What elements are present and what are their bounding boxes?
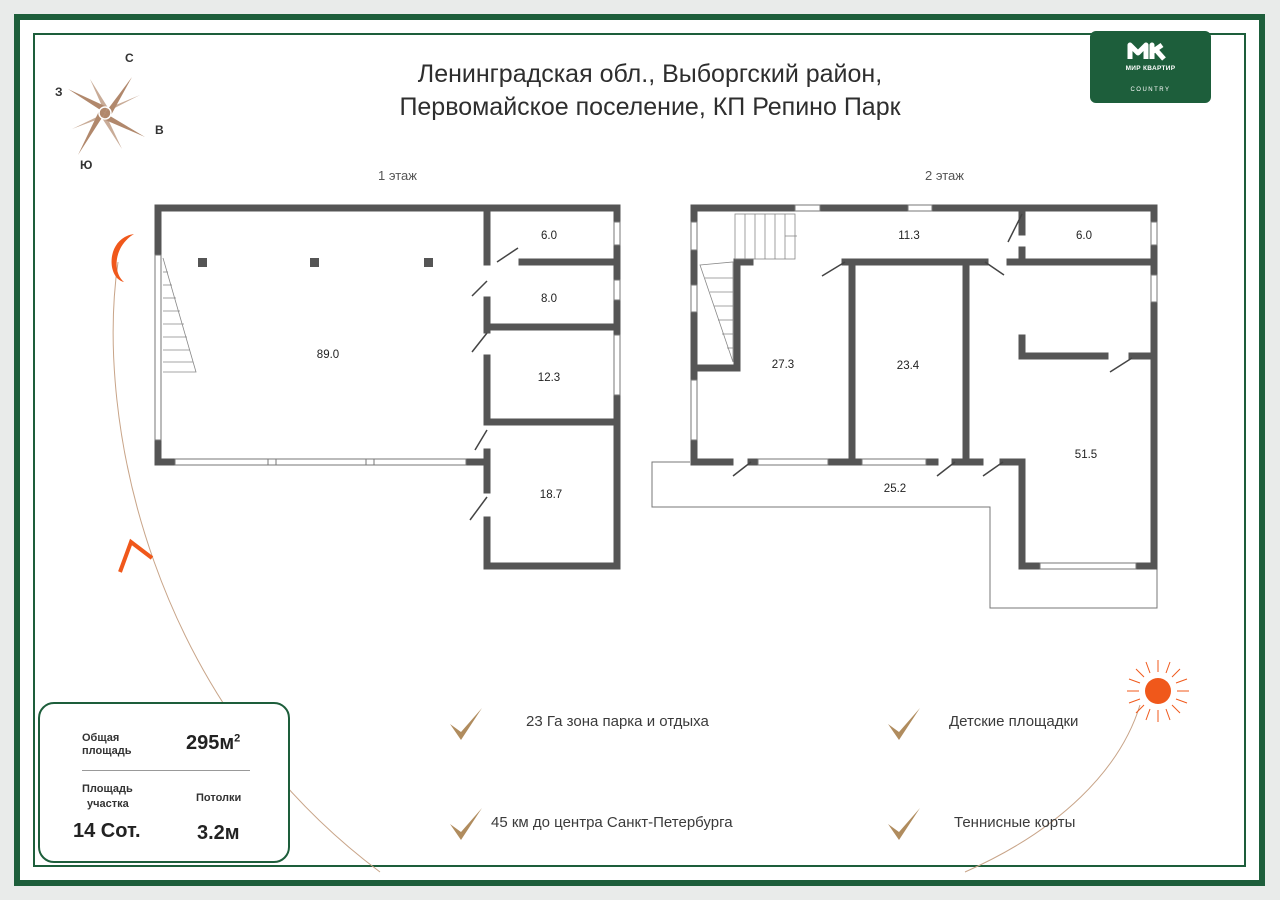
compass-north: С (125, 51, 134, 65)
plot-area-label-1: Площадь (82, 783, 133, 795)
checkmark-icon (448, 706, 484, 744)
room-area: 27.3 (771, 359, 795, 371)
stats-divider (82, 770, 250, 771)
ceiling-label: Потолки (196, 792, 242, 804)
floor-2-label: 2 этаж (925, 168, 964, 183)
checkmark-icon (448, 806, 484, 844)
logo-brand-text: МИР КВАРТИР (1125, 65, 1176, 72)
room-area: 6.0 (1076, 230, 1092, 242)
total-area-label-2: площадь (82, 745, 132, 757)
room-area: 18.7 (539, 489, 563, 501)
address-line-1: Ленинградская обл., Выборгский район, (417, 60, 883, 88)
plot-area-value: 14 Сот. (73, 820, 141, 842)
feature-item: 23 Га зона парка и отдыха (526, 713, 709, 730)
checkmark-icon (886, 706, 922, 744)
room-area: 89.0 (316, 349, 340, 361)
feature-item: 45 км до центра Санкт-Петербурга (491, 814, 733, 831)
room-area: 51.5 (1074, 449, 1098, 461)
ceiling-value: 3.2м (197, 822, 240, 844)
compass-east: В (155, 123, 164, 137)
floor-1-label: 1 этаж (378, 168, 417, 183)
floor-2-plan (652, 205, 1157, 608)
address-line-2: Первомайское поселение, КП Репино Парк (399, 93, 901, 121)
plot-area-label-2: участка (87, 798, 129, 810)
total-area-value (186, 732, 240, 755)
feature-item: Теннисные корты (954, 814, 1076, 831)
room-area: 12.3 (537, 372, 561, 384)
room-area: 8.0 (541, 293, 557, 305)
room-area: 11.3 (898, 230, 920, 242)
stats-card (38, 702, 290, 863)
total-area-unit: 2 (234, 732, 241, 745)
compass-west: З (55, 85, 63, 99)
room-area: 23.4 (896, 360, 920, 372)
logo-sub-text: COUNTRY (1130, 87, 1171, 93)
compass-south: Ю (80, 158, 93, 172)
room-area: 25.2 (883, 483, 907, 495)
total-area-label-1: Общая (82, 732, 120, 744)
total-area-number: 295м (186, 732, 235, 754)
checkmark-icon (886, 806, 922, 844)
floor-1-plan (155, 208, 620, 566)
feature-item: Детские площадки (949, 713, 1079, 730)
room-area: 6.0 (541, 230, 557, 242)
